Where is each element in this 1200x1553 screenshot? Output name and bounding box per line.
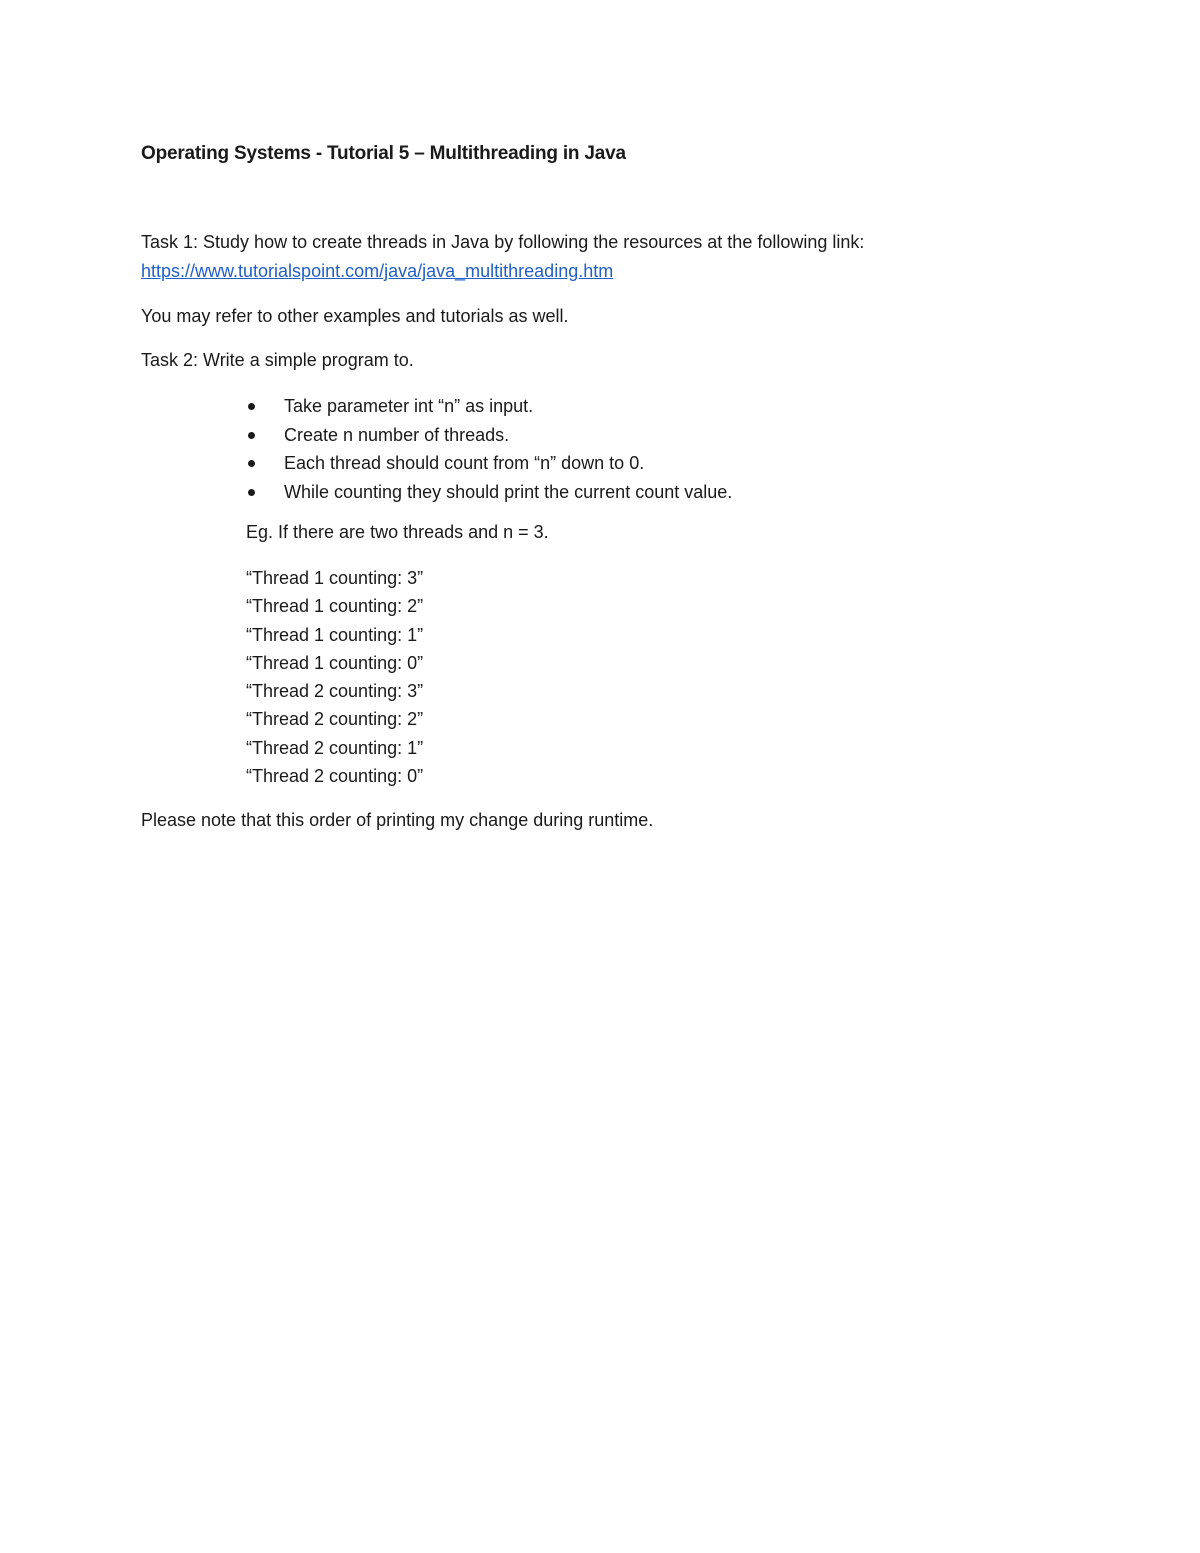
task2-paragraph: Task 2: Write a simple program to.: [141, 350, 414, 370]
note-paragraph: Please note that this order of printing my change during runtime.: [141, 810, 654, 830]
list-item-text: Each thread should count from “n” down to 0.: [284, 453, 645, 474]
list-item: [246, 392, 732, 421]
bullet-icon: [248, 489, 255, 496]
output-line: “Thread 1 counting: 2”: [246, 596, 424, 617]
list-item-text: Create n number of threads.: [284, 424, 510, 445]
task1-paragraph: [141, 228, 864, 286]
output-line: “Thread 1 counting: 3”: [246, 568, 424, 588]
document-title: Operating Systems - Tutorial 5 – Multithreading in Java: [141, 143, 626, 164]
task1-text: Task 1: Study how to create threads in Java by following the resources at the following link:: [141, 232, 865, 252]
requirements-list: [246, 392, 732, 507]
list-item: [246, 449, 732, 478]
bullet-icon: [248, 460, 255, 467]
refer-paragraph: You may refer to other examples and tutorials as well.: [141, 306, 569, 326]
output-line: “Thread 1 counting: 1”: [246, 624, 424, 645]
list-item-text: While counting they should print the current count value.: [284, 482, 733, 503]
output-line: “Thread 2 counting: 3”: [246, 681, 424, 702]
list-item-text: Take parameter int “n” as input.: [284, 396, 534, 416]
bullet-icon: [248, 403, 255, 410]
output-line: “Thread 2 counting: 0”: [246, 766, 424, 787]
output-line: “Thread 1 counting: 0”: [246, 652, 424, 673]
example-output-list: [246, 564, 423, 790]
output-line: “Thread 2 counting: 2”: [246, 709, 424, 730]
output-line: “Thread 2 counting: 1”: [246, 737, 424, 758]
bullet-icon: [248, 432, 255, 439]
tutorial-link[interactable]: https://www.tutorialspoint.com/java/java_multithreading.htm: [141, 261, 614, 281]
list-item: [246, 478, 732, 507]
example-intro: Eg. If there are two threads and n = 3.: [246, 522, 549, 542]
list-item: [246, 421, 732, 450]
